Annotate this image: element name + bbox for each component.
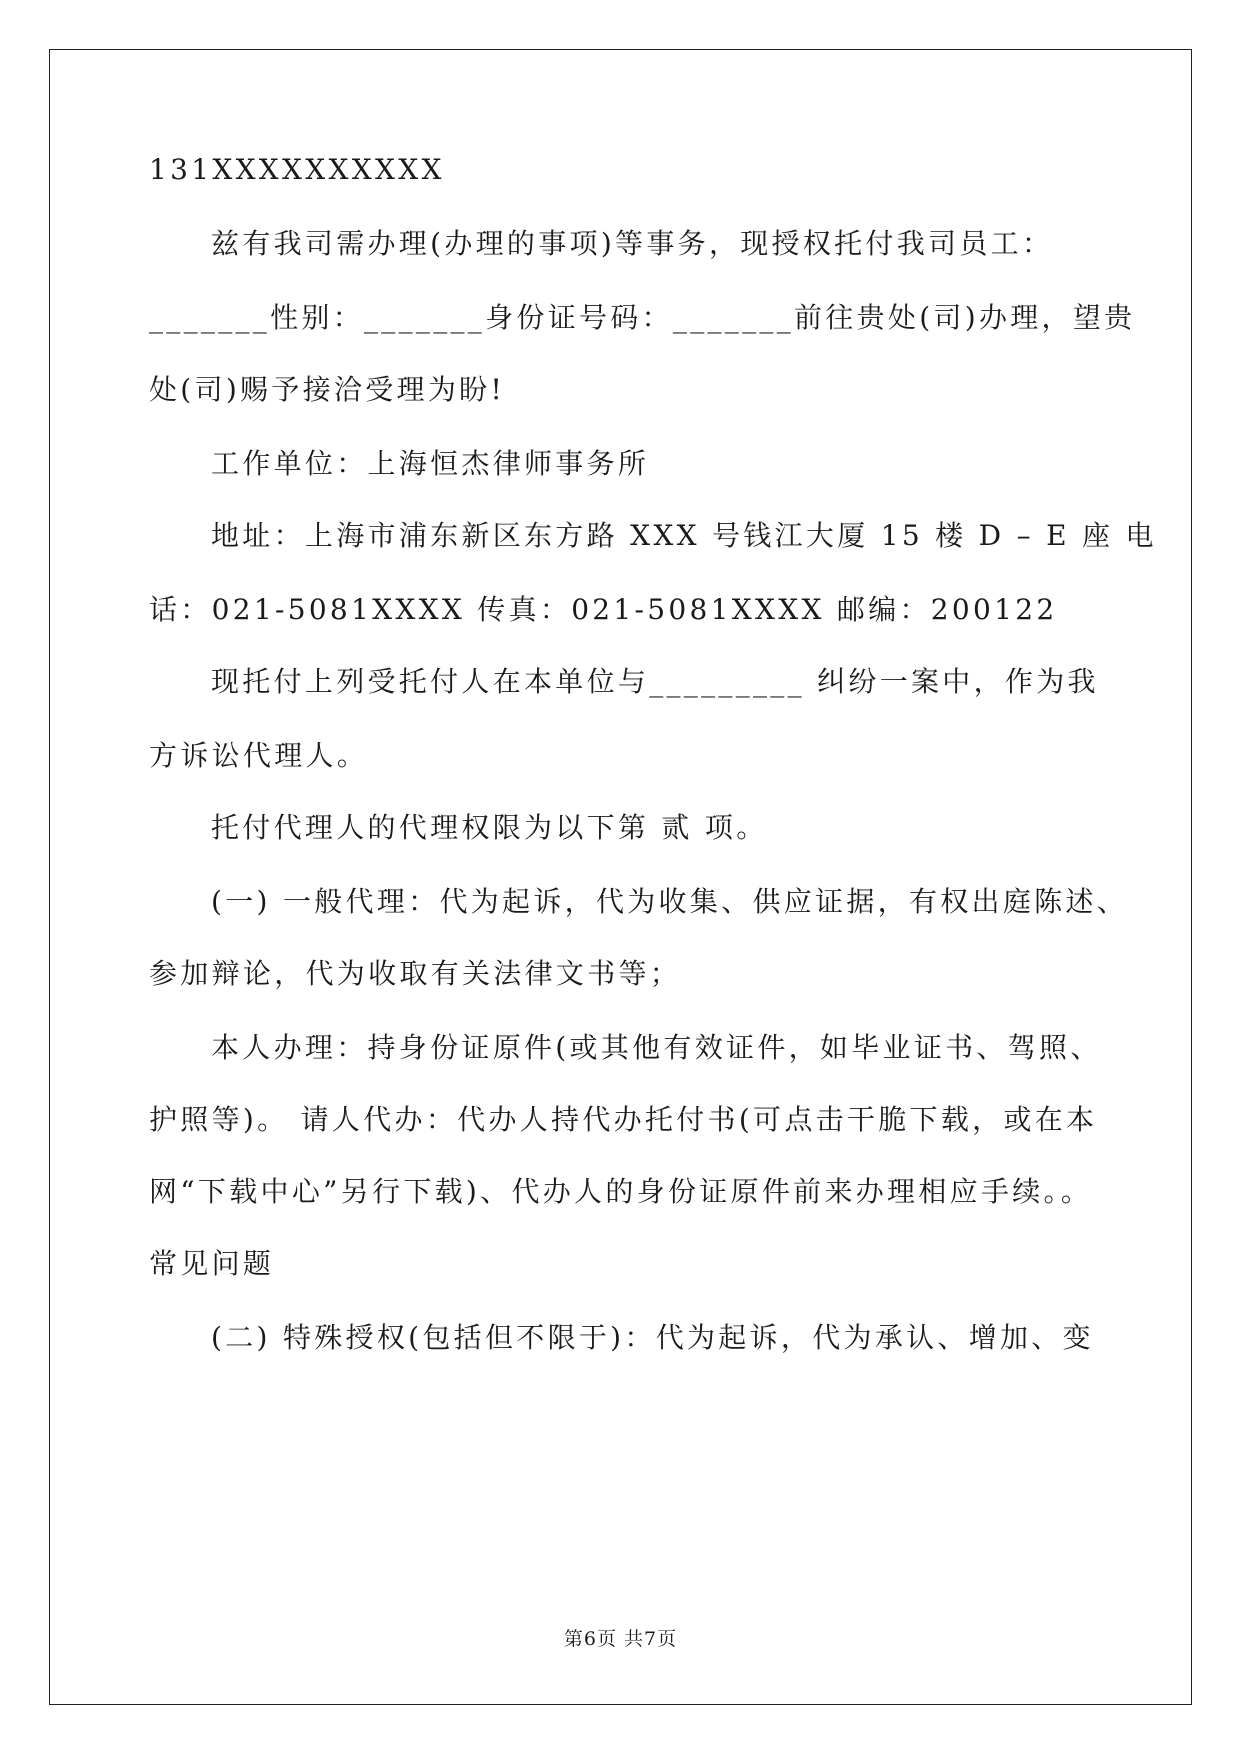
- body-paragraph-line: _______性别：_______身份证号码：_______前往贵处(司)办理，望贵: [149, 301, 1136, 334]
- address-line: 地址：上海市浦东新区东方路 XXX 号钱江大厦 15 楼 D – E 座 电: [211, 519, 1157, 552]
- procedure-line: 网“下载中心”另行下载)、代办人的身份证原件前来办理相应手续。。: [149, 1175, 1093, 1208]
- special-authorization-line: (二) 特殊授权(包括但不限于)：代为起诉，代为承认、增加、变: [211, 1321, 1094, 1354]
- phone-number-line: 131XXXXXXXXXX: [149, 153, 445, 186]
- general-agency-line: 参加辩论，代为收取有关法律文书等；: [149, 957, 682, 990]
- body-paragraph-line: 现托付上列受托付人在本单位与_________ 纠纷一案中，作为我: [211, 665, 1099, 698]
- body-paragraph-line: 处(司)赐予接洽受理为盼!: [149, 373, 506, 406]
- procedure-line: 护照等)。 请人代办：代办人持代办托付书(可点击干脆下载，或在本: [149, 1103, 1098, 1136]
- faq-heading: 常见问题: [149, 1247, 275, 1280]
- contact-line: 话：021-5081XXXX 传真：021-5081XXXX 邮编：200122: [149, 593, 1058, 626]
- body-paragraph-line: 兹有我司需办理(办理的事项)等事务，现授权托付我司员工：: [211, 227, 1054, 260]
- body-paragraph-line: 托付代理人的代理权限为以下第 贰 项。: [211, 811, 768, 844]
- page-number-footer: 第6页 共7页: [563, 1628, 678, 1650]
- work-unit-line: 工作单位：上海恒杰律师事务所: [211, 447, 650, 480]
- procedure-line: 本人办理：持身份证原件(或其他有效证件，如毕业证书、驾照、: [211, 1031, 1102, 1064]
- body-paragraph-line: 方诉讼代理人。: [149, 739, 369, 772]
- general-agency-line: (一) 一般代理：代为起诉，代为收集、供应证据，有权出庭陈述、: [211, 885, 1129, 918]
